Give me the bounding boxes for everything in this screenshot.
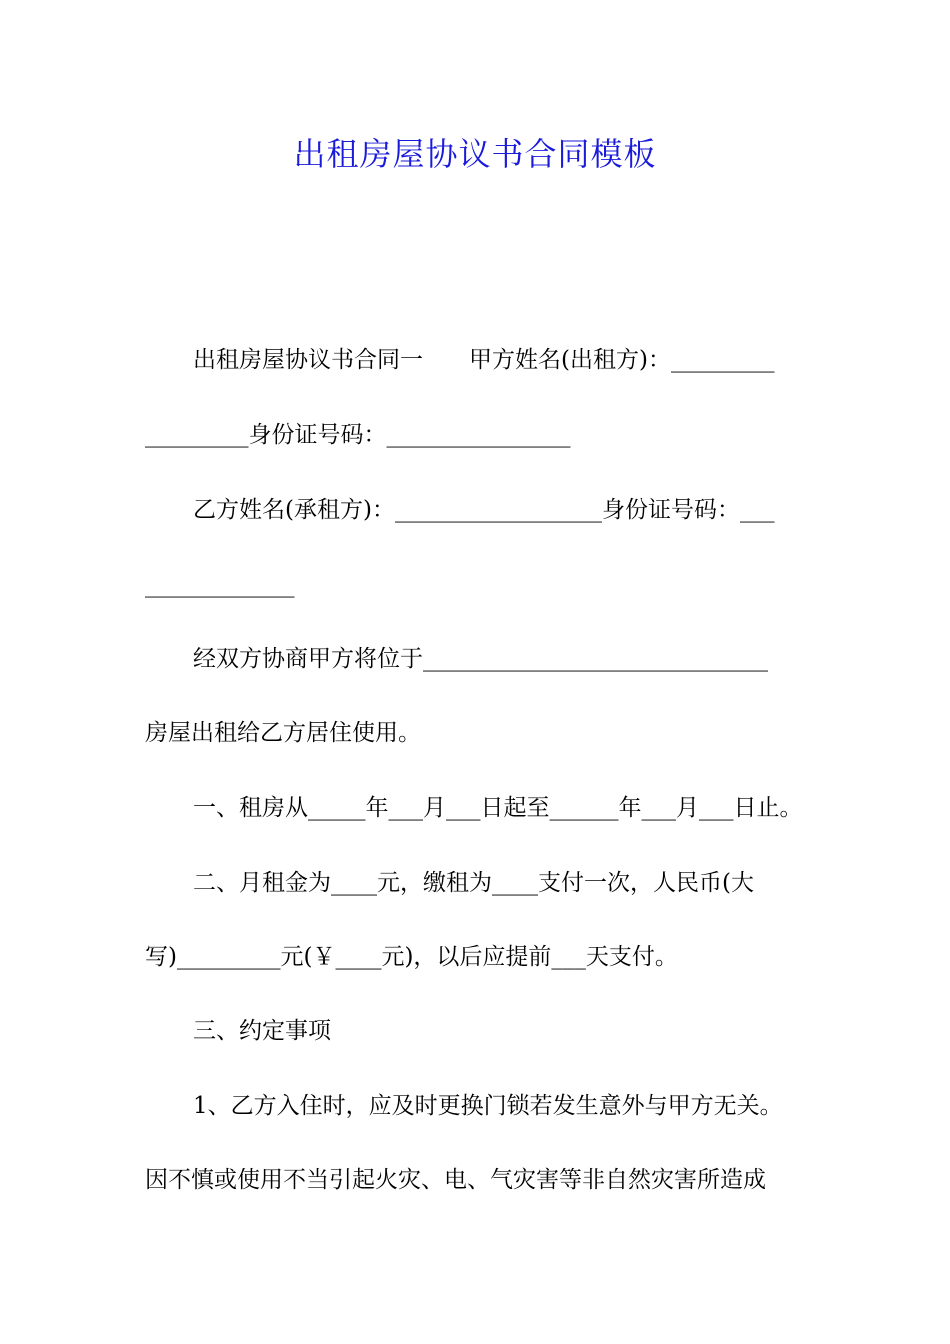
paragraph-line: 1、乙方入住时，应及时更换门锁若发生意外与甲方无关。 — [193, 1093, 783, 1119]
paragraph-line: 乙方姓名(承租方)：__________________身份证号码：___ — [193, 497, 775, 523]
paragraph-line: 二、月租金为____元，缴租为____支付一次，人民币(大 — [193, 870, 754, 896]
paragraph-line: _________身份证号码：________________ — [145, 422, 571, 448]
paragraph-line: 一、租房从_____年___月___日起至______年___月___日止。 — [193, 795, 803, 821]
paragraph-line: 出租房屋协议书合同一 甲方姓名(出租方)：_________ — [193, 347, 775, 373]
document-title: 出租房屋协议书合同模板 — [293, 135, 657, 173]
paragraph-line: 因不慎或使用不当引起火灾、电、气灾害等非自然灾害所造成 — [145, 1167, 766, 1193]
paragraph-line: 三、约定事项 — [193, 1018, 331, 1044]
paragraph-line: 经双方协商甲方将位于______________________________ — [193, 646, 768, 672]
paragraph-line: 写)_________元(￥____元)，以后应提前___天支付。 — [145, 944, 678, 970]
paragraph-line: 房屋出租给乙方居住使用。 — [145, 720, 421, 746]
paragraph-line: _____________ — [145, 572, 295, 598]
